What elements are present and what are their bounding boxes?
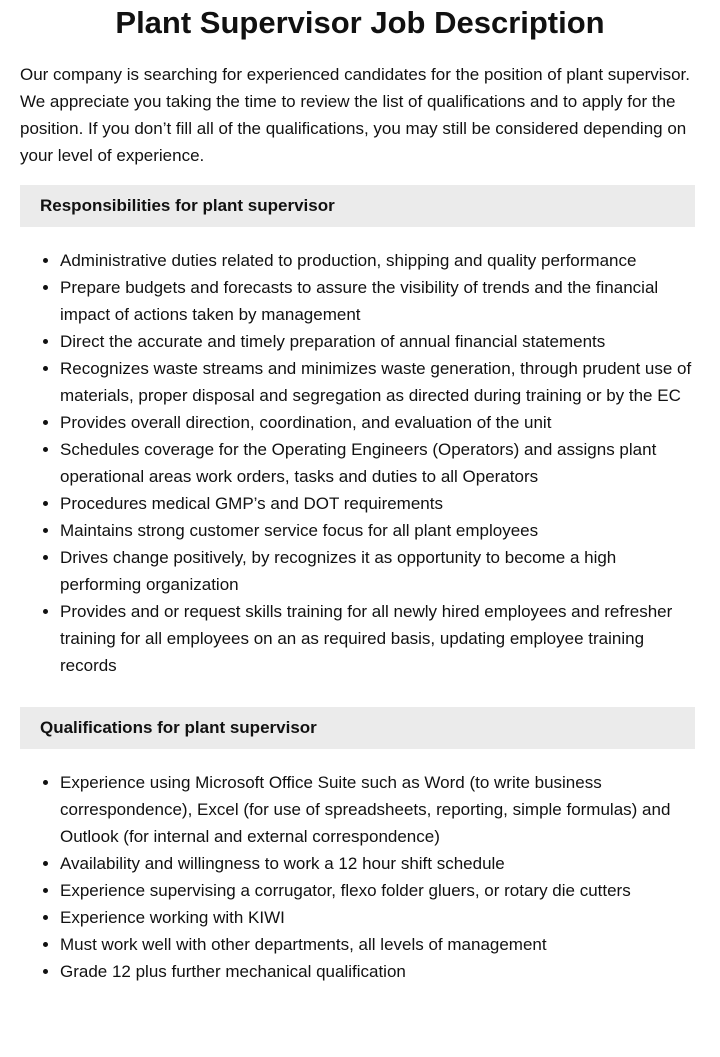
list-item: • Experience supervising a corrugator, flexo folder gluers, or rotary die cutters	[60, 877, 695, 904]
intro-paragraph: Our company is searching for experienced candidates for the position of plant supervisor. We appreciate you taking the time to review the list of qualifications and to apply for the position. If you don’t fill all of the qualifications, you may still be considered depending on your level of experience.	[20, 65, 690, 165]
list-item: • Grade 12 plus further mechanical qualification	[60, 958, 695, 985]
list-item: • Provides overall direction, coordination, and evaluation of the unit	[60, 409, 695, 436]
list-item: • Recognizes waste streams and minimizes waste generation, through prudent use of materials, proper disposal and segregation as directed during training or by the EC	[60, 355, 695, 409]
list-item: • Availability and willingness to work a 12 hour shift schedule	[60, 850, 695, 877]
list-item: • Procedures medical GMP’s and DOT requirements	[60, 490, 695, 517]
list-item: • Must work well with other departments, all levels of management	[60, 931, 695, 958]
page-title: Plant Supervisor Job Description	[115, 5, 605, 40]
responsibilities-list	[20, 247, 695, 679]
list-item: • Experience using Microsoft Office Suite such as Word (to write business correspondence), Excel (for use of spreadsheets, reporting, simple formulas) and Outlook (for internal and external correspondence)	[60, 769, 695, 850]
list-item: • Maintains strong customer service focus for all plant employees	[60, 517, 695, 544]
qualifications-list	[20, 769, 695, 985]
qualifications-heading: Qualifications for plant supervisor	[20, 707, 695, 749]
list-item: • Direct the accurate and timely preparation of annual financial statements	[60, 328, 695, 355]
list-item: • Administrative duties related to production, shipping and quality performance	[60, 247, 695, 274]
responsibilities-heading: Responsibilities for plant supervisor	[20, 185, 695, 227]
list-item: • Schedules coverage for the Operating Engineers (Operators) and assigns plant operational areas work orders, tasks and duties to all Operators	[60, 436, 695, 490]
list-item: • Provides and or request skills training for all newly hired employees and refresher training for all employees on an as required basis, updating employee training records	[60, 598, 695, 679]
list-item: • Experience working with KIWI	[60, 904, 695, 931]
list-item: • Drives change positively, by recognizes it as opportunity to become a high performing organization	[60, 544, 695, 598]
list-item: • Prepare budgets and forecasts to assure the visibility of trends and the financial impact of actions taken by management	[60, 274, 695, 328]
